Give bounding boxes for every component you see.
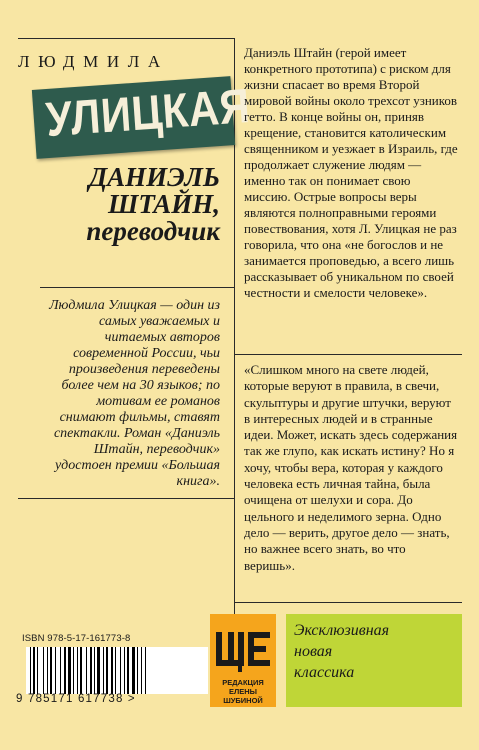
right-bottom-rule <box>234 602 462 603</box>
author-blurb: Людмила Улицкая — один из самых уважаемых и читаемых авторов современной России, чьи произведения переведены более чем на 30 языков; по мотивам ее романов снимают фильмы, ставят спектакли. Роман «Даниэль Штайн, переводчик» удостоен премии «Большая книга». <box>49 298 220 489</box>
title-line: переводчик <box>86 216 220 246</box>
publisher-caption: РЕДАКЦИЯ ЕЛЕНЫ ШУБИНОЙ <box>222 678 264 705</box>
author-first-name: ЛЮДМИЛА <box>18 52 169 71</box>
left-mid-rule <box>40 287 234 288</box>
series-name <box>294 620 459 683</box>
series-line: новая <box>294 643 333 660</box>
barcode-icon <box>26 647 208 694</box>
top-rule <box>18 38 234 39</box>
barcode-number: 9 785171 617738 > <box>16 693 136 705</box>
title-line: ШТАЙН, <box>108 189 220 219</box>
left-bottom-rule <box>18 498 234 499</box>
right-mid-rule <box>234 354 462 355</box>
ush-logo-icon <box>214 628 272 676</box>
author-last-name-plate <box>32 76 252 159</box>
book-annotation: Даниэль Штайн (герой имеет конкретного прототипа) с риском для жизни спасает во время Второй мировой войны около трехсот узников гетто. В конце войны он, приняв крещение, становится католическим священником и уезжает в Израиль, где продолжает служение людям — именно так он понимает свою миссию. Острые вопросы веры являются полноправными героями повествования, хотя Л. Улицкая не раз говорила, что она «не богослов и не занимается проповедью, а всего лишь рассказывает об уникальном по своей честности и смелости человеке». <box>244 45 458 300</box>
title-line: ДАНИЭЛЬ <box>88 162 220 192</box>
author-last-name: УЛИЦКАЯ <box>44 78 252 147</box>
book-title <box>40 164 220 245</box>
book-quote: «Слишком много на свете людей, которые веруют в правила, в свечи, скульптуры и другие штучки, веруют в интересных людей и в странные идеи. Может, искать здесь содержания так же глупо, как искать истину? Но я хочу, чтобы вера, которая у каждого человека есть личная тайна, была очищена от шелухи и сора. До цельного и неделимого зерна. Одно дело — верить, другое дело — знать, но важнее всего знать, во что веришь». <box>244 362 458 573</box>
series-line: Эксклюзивная <box>294 622 390 639</box>
series-line: классика <box>294 664 355 681</box>
isbn: ISBN 978-5-17-161773-8 <box>22 633 131 644</box>
